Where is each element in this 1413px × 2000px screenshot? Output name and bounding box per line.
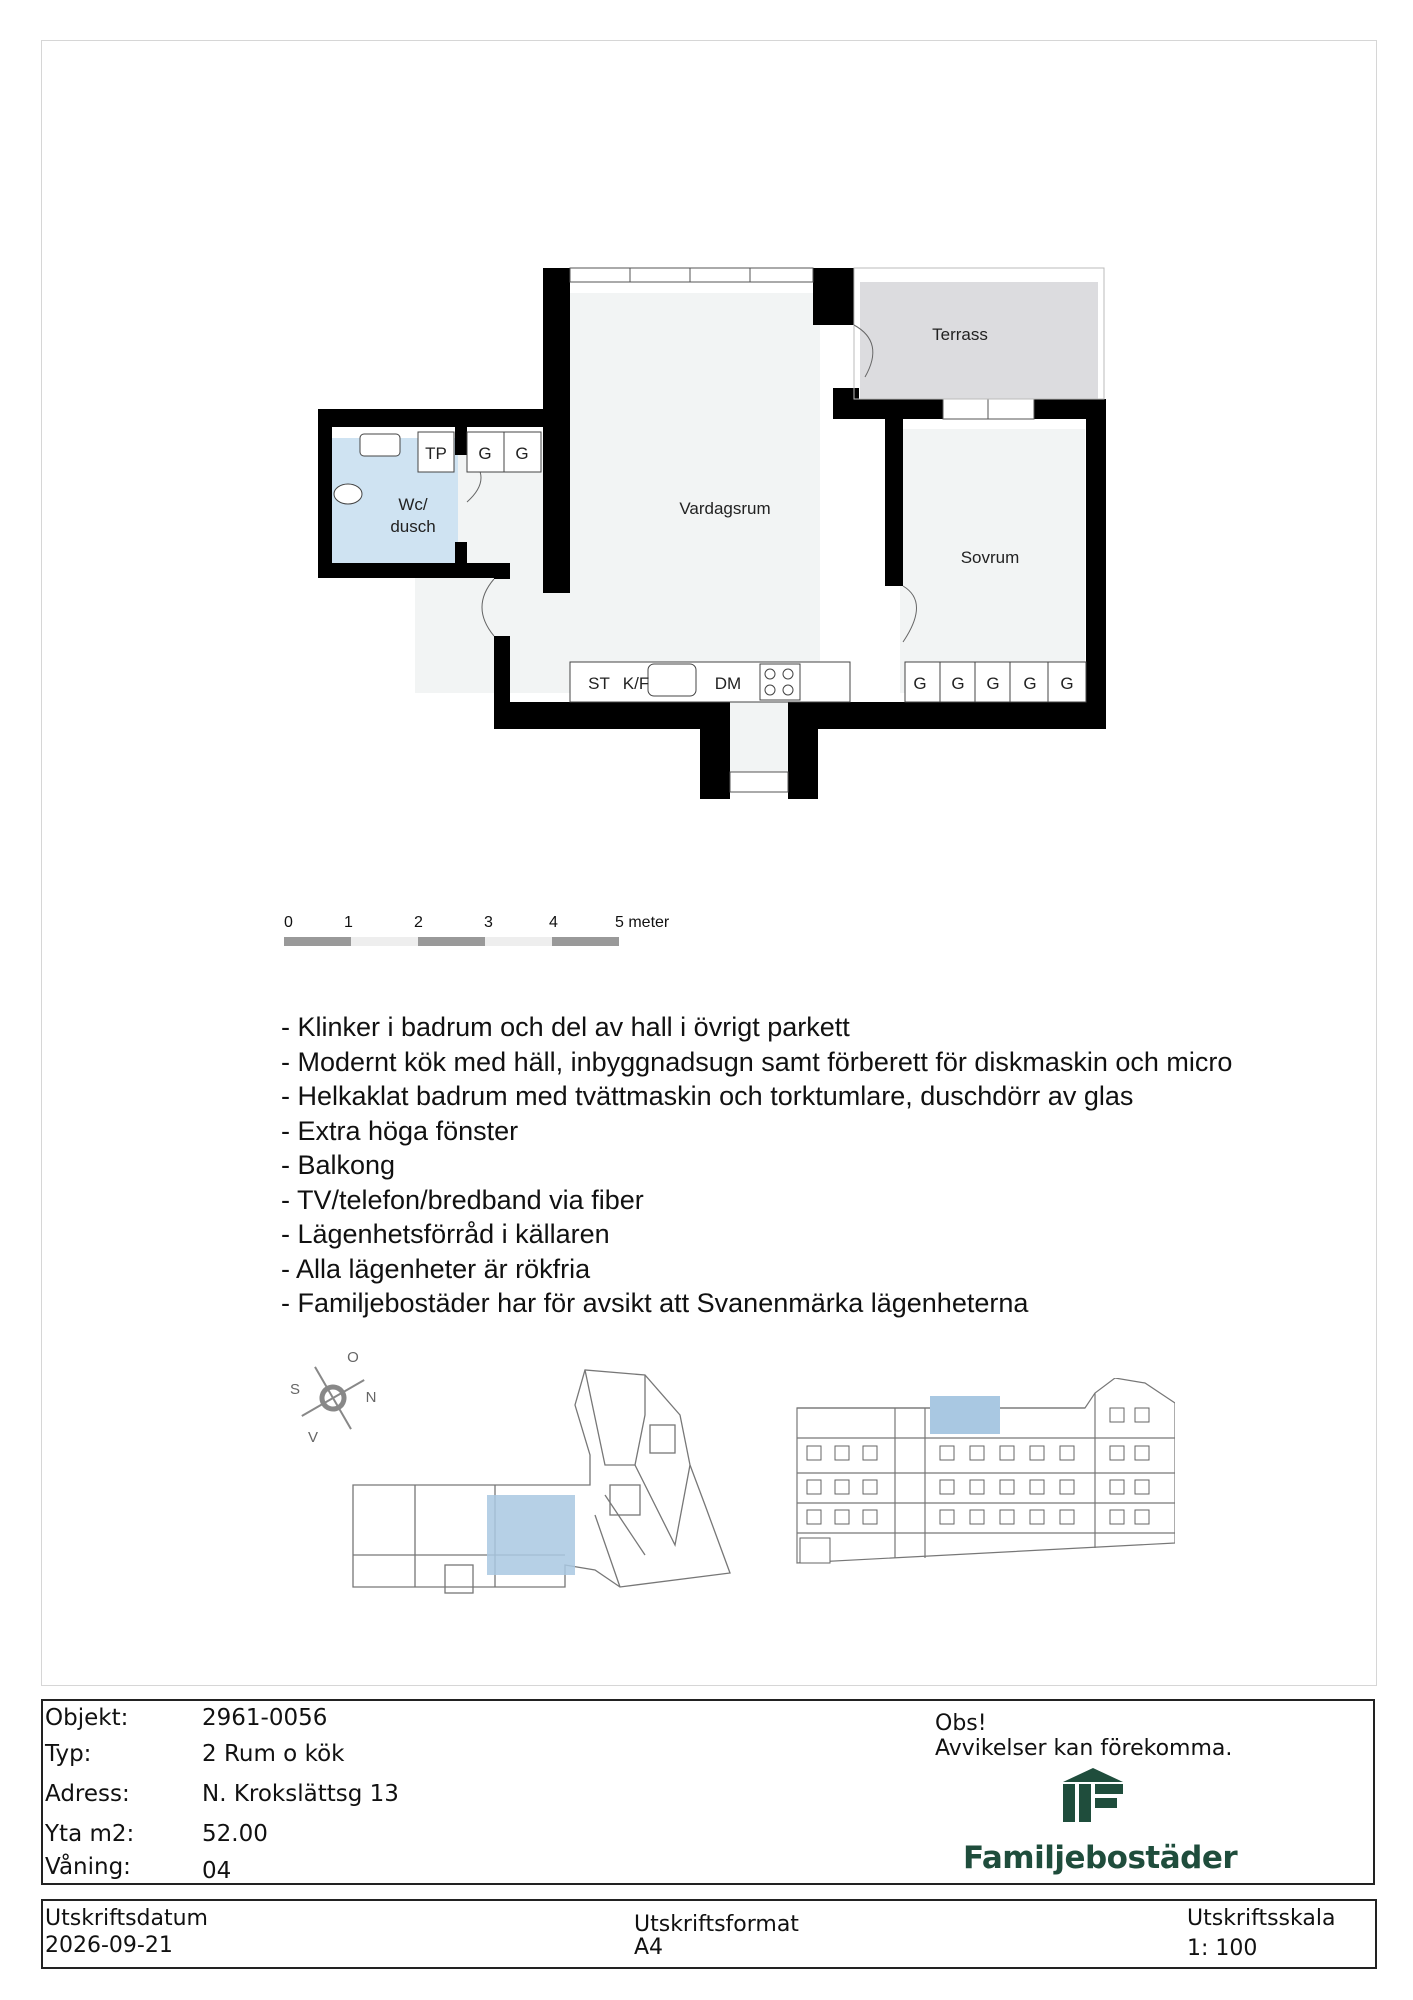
fixture-wardrobe-bed-5: G	[1060, 674, 1074, 693]
info-label: Adress:	[45, 1781, 130, 1807]
print-date-value: 2026-09-21	[45, 1933, 173, 1958]
print-scale-label: Utskriftsskala	[1187, 1906, 1336, 1931]
fixture-wardrobe-bed-1: G	[913, 674, 927, 693]
entrance-floor	[730, 693, 788, 773]
print-format	[634, 1911, 799, 1961]
floor-plan-drawing	[300, 262, 1120, 802]
bedroom-label: Sovrum	[960, 548, 1020, 567]
bathroom-label-line2: dusch	[390, 517, 436, 536]
facade-apartment-highlight	[930, 1396, 1000, 1434]
fixture-dm-label: DM	[714, 674, 742, 693]
fixture-wardrobe-hall-2: G	[515, 444, 529, 463]
scale-tick-2: 2	[414, 914, 423, 931]
terrace-label: Terrass	[932, 325, 988, 344]
logo-wordmark: Familjebostäder	[963, 1840, 1238, 1876]
scale-tick-3: 3	[484, 914, 493, 931]
terrace-floor	[860, 282, 1098, 407]
compass-e: O	[347, 1349, 359, 1366]
house-logo-icon	[963, 1764, 1223, 1834]
feature-item: - Alla lägenheter är rökfria	[281, 1253, 591, 1284]
feature-item: - Klinker i badrum och del av hall i övrigt parkett	[281, 1012, 850, 1042]
feature-item: - TV/telefon/bredband via fiber	[281, 1184, 644, 1215]
info-value: 2961-0056	[202, 1705, 328, 1731]
fixture-wardrobe-bed-2: G	[951, 674, 965, 693]
feature-item: - Balkong	[281, 1150, 396, 1180]
fixture-wardrobe-hall-1: G	[478, 444, 492, 463]
feature-item: - Extra höga fönster	[281, 1115, 519, 1146]
living-room-floor	[570, 293, 820, 693]
feature-item: - Familjebostäder har för avsikt att Svanenmärka lägenheterna	[281, 1288, 1029, 1318]
compass-s: S	[289, 1381, 301, 1398]
familjebostader-logo	[963, 1764, 1238, 1879]
info-label: Typ:	[45, 1741, 92, 1767]
property-info-box	[41, 1699, 1375, 1885]
fixture-kf-label: K/F	[622, 674, 650, 693]
feature-item: - Lägenhetsförråd i källaren	[281, 1219, 610, 1249]
print-date	[45, 1905, 208, 1959]
disclaimer-text: Avvikelser kan förekomma.	[935, 1736, 1233, 1761]
fixture-st-label: ST	[588, 674, 610, 693]
info-label: Objekt:	[45, 1705, 129, 1731]
floor-plan	[300, 262, 1120, 802]
fixture-wardrobe-bed-4: G	[1023, 674, 1037, 693]
apartment-highlight	[487, 1495, 575, 1575]
print-info-box	[41, 1899, 1377, 1969]
disclaimer-title: Obs!	[935, 1711, 987, 1736]
scale-tick-5: 5 meter	[615, 914, 670, 931]
scale-segment-light	[351, 937, 418, 946]
disclaimer	[935, 1711, 1232, 1761]
print-format-value: A4	[634, 1935, 664, 1960]
living-room-label: Vardagsrum	[679, 499, 771, 518]
feature-item: - Helkaklat badrum med tvättmaskin och torktumlare, duschdörr av glas	[281, 1081, 1134, 1111]
feature-list	[281, 1010, 1341, 1321]
print-scale	[1187, 1905, 1335, 1962]
scale-tick-4: 4	[549, 914, 558, 931]
scale-segment-light	[485, 937, 552, 946]
info-value: 2 Rum o kök	[202, 1741, 345, 1767]
info-label: Våning:	[45, 1854, 131, 1880]
scale-tick-0: 0	[284, 914, 293, 931]
scale-tick-1: 1	[344, 914, 353, 931]
scale-segment-dark	[418, 937, 485, 946]
building-key-plan	[345, 1355, 745, 1595]
scale-bar	[278, 905, 698, 965]
info-label: Yta m2:	[45, 1821, 135, 1847]
compass-n: N	[365, 1389, 377, 1406]
info-value: 52.00	[202, 1821, 268, 1847]
scale-segment-dark	[552, 937, 619, 946]
feature-item: - Modernt kök med häll, inbyggnadsugn samt förberett för diskmaskin och micro	[281, 1046, 1233, 1077]
scale-segment-dark	[284, 937, 351, 946]
print-scale-value: 1: 100	[1187, 1936, 1258, 1961]
building-facade	[795, 1378, 1175, 1570]
print-format-label: Utskriftsformat	[634, 1912, 799, 1937]
info-value: N. Krokslättsg 13	[202, 1781, 399, 1807]
fixture-wardrobe-bed-3: G	[986, 674, 1000, 693]
fixture-tp-label: TP	[425, 444, 447, 463]
bathroom-label-line1: Wc/	[398, 495, 428, 514]
compass-w: V	[307, 1429, 319, 1446]
print-date-label: Utskriftsdatum	[45, 1906, 208, 1931]
info-value: 04	[202, 1858, 232, 1884]
